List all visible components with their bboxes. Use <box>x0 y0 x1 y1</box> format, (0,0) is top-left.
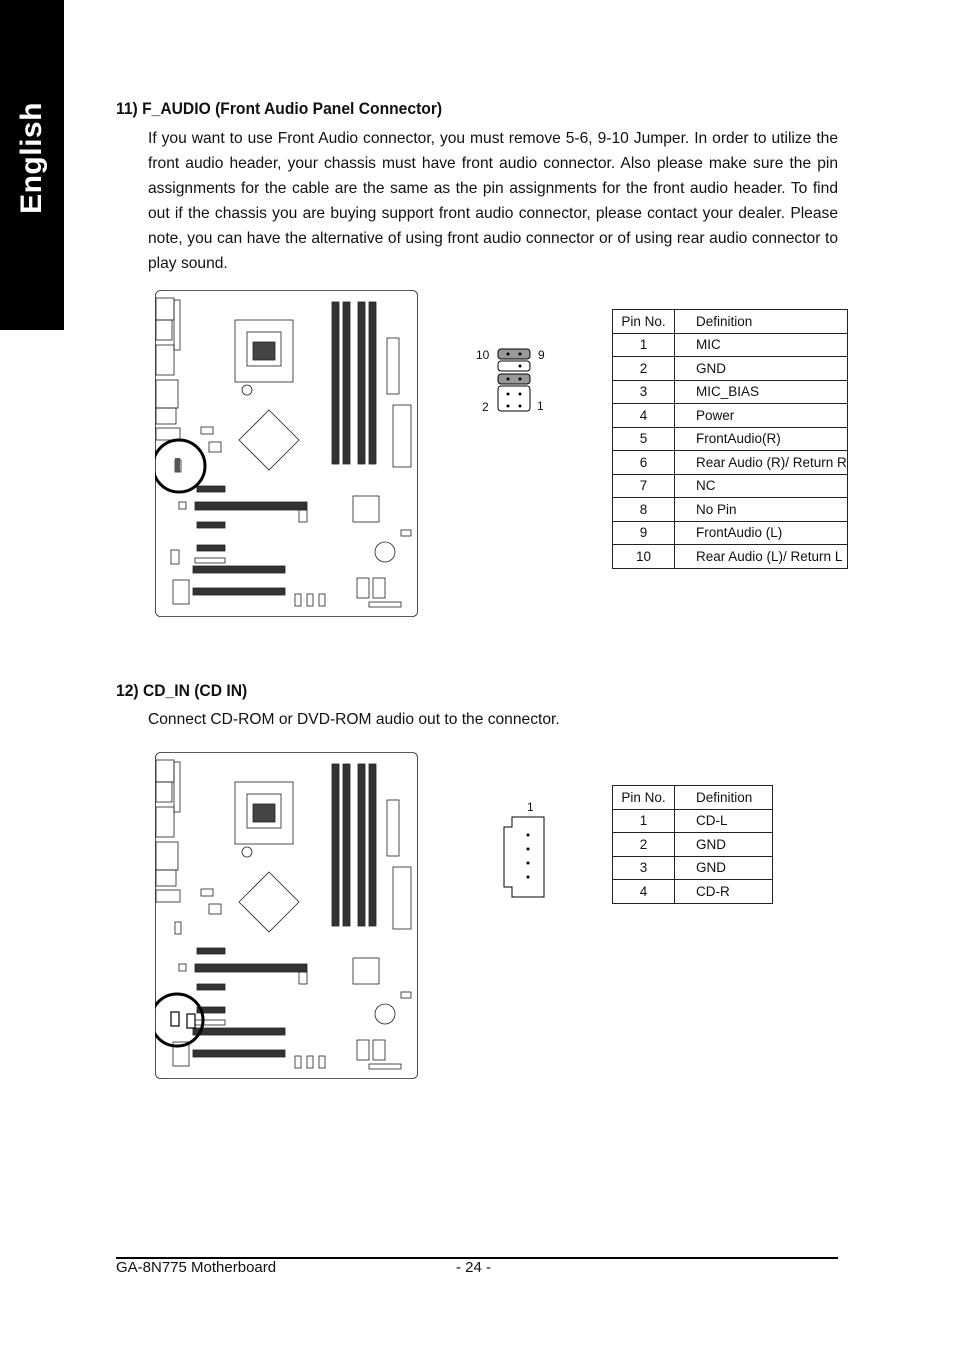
header-definition: Definition <box>675 786 773 810</box>
table-row <box>613 380 848 404</box>
table-row <box>613 545 848 569</box>
table-row <box>613 333 848 357</box>
pin-definition-cell: Rear Audio (L)/ Return L <box>675 545 848 569</box>
pin-definition-cell: Rear Audio (R)/ Return R <box>675 451 848 475</box>
header-pin-no: Pin No. <box>613 786 675 810</box>
header-pin-no: Pin No. <box>613 310 675 334</box>
pin-definition-cell: MIC <box>675 333 848 357</box>
pin-label-9: 9 <box>538 348 545 362</box>
pin-number-cell: 4 <box>613 404 675 428</box>
footer-model: GA-8N775 Motherboard <box>116 1259 277 1276</box>
pin-number-cell: 8 <box>613 498 675 522</box>
pin-definition-cell: No Pin <box>675 498 848 522</box>
pin-definition-cell: GND <box>675 856 773 880</box>
section-12-text: Connect CD-ROM or DVD-ROM audio out to the connector. <box>148 711 560 728</box>
pin-definition-cell: GND <box>675 833 773 857</box>
table-row <box>613 880 773 904</box>
table-row <box>613 856 773 880</box>
pin-number-cell: 1 <box>613 809 675 833</box>
pin-number-cell: 9 <box>613 521 675 545</box>
pin-label-1: 1 <box>537 399 544 413</box>
section-11-text: If you want to use Front Audio connector, you must remove 5-6, 9-10 Jumper. In order to utilize the front audio header, your chassis must have front audio connector. Also please make sure the pin assignments for the cable are the same as the pin assignments for the front audio header. To find out if the chassis you are buying support front audio connector, please contact your dealer. Please note, you can have the alternative of using front audio connector or of using rear audio connector to play sound. <box>148 130 838 272</box>
faudio-pin-table <box>612 309 848 569</box>
pin-definition-cell: MIC_BIAS <box>675 380 848 404</box>
language-tab <box>0 0 64 330</box>
table-row <box>613 474 848 498</box>
pin-definition-cell: CD-L <box>675 809 773 833</box>
section-11-heading: 11) F_AUDIO (Front Audio Panel Connector) <box>116 99 443 118</box>
pin-definition-cell: GND <box>675 357 848 381</box>
language-tab-label: English <box>15 102 48 214</box>
pin-number-cell: 2 <box>613 833 675 857</box>
table-row <box>613 451 848 475</box>
pin-definition-cell: NC <box>675 474 848 498</box>
table-header-row <box>613 786 773 810</box>
pin-number-cell: 10 <box>613 545 675 569</box>
pin-number-cell: 3 <box>613 856 675 880</box>
table-row <box>613 404 848 428</box>
motherboard-diagram-cdin <box>155 752 419 1080</box>
cdin-pin-label-1: 1 <box>527 800 534 814</box>
pin-definition-cell: FrontAudio (L) <box>675 521 848 545</box>
pin-number-cell: 1 <box>613 333 675 357</box>
pin-definition-cell: FrontAudio(R) <box>675 427 848 451</box>
table-row <box>613 357 848 381</box>
table-row <box>613 809 773 833</box>
pin-number-cell: 4 <box>613 880 675 904</box>
footer-page-number: - 24 - <box>456 1259 492 1276</box>
table-row <box>613 833 773 857</box>
table-row <box>613 427 848 451</box>
pin-number-cell: 6 <box>613 451 675 475</box>
pin-number-cell: 3 <box>613 380 675 404</box>
motherboard-diagram-faudio <box>155 290 419 618</box>
pin-definition-cell: Power <box>675 404 848 428</box>
pin-definition-cell: CD-R <box>675 880 773 904</box>
header-definition: Definition <box>675 310 848 334</box>
pin-number-cell: 5 <box>613 427 675 451</box>
section-12-heading: 12) CD_IN (CD IN) <box>116 681 248 700</box>
faudio-pin-header <box>494 346 534 416</box>
pin-number-cell: 7 <box>613 474 675 498</box>
cdin-connector <box>502 815 548 901</box>
table-row <box>613 521 848 545</box>
table-header-row <box>613 310 848 334</box>
cdin-pin-table <box>612 785 773 904</box>
pin-label-10: 10 <box>476 348 490 362</box>
table-row <box>613 498 848 522</box>
pin-label-2: 2 <box>482 400 489 414</box>
pin-number-cell: 2 <box>613 357 675 381</box>
